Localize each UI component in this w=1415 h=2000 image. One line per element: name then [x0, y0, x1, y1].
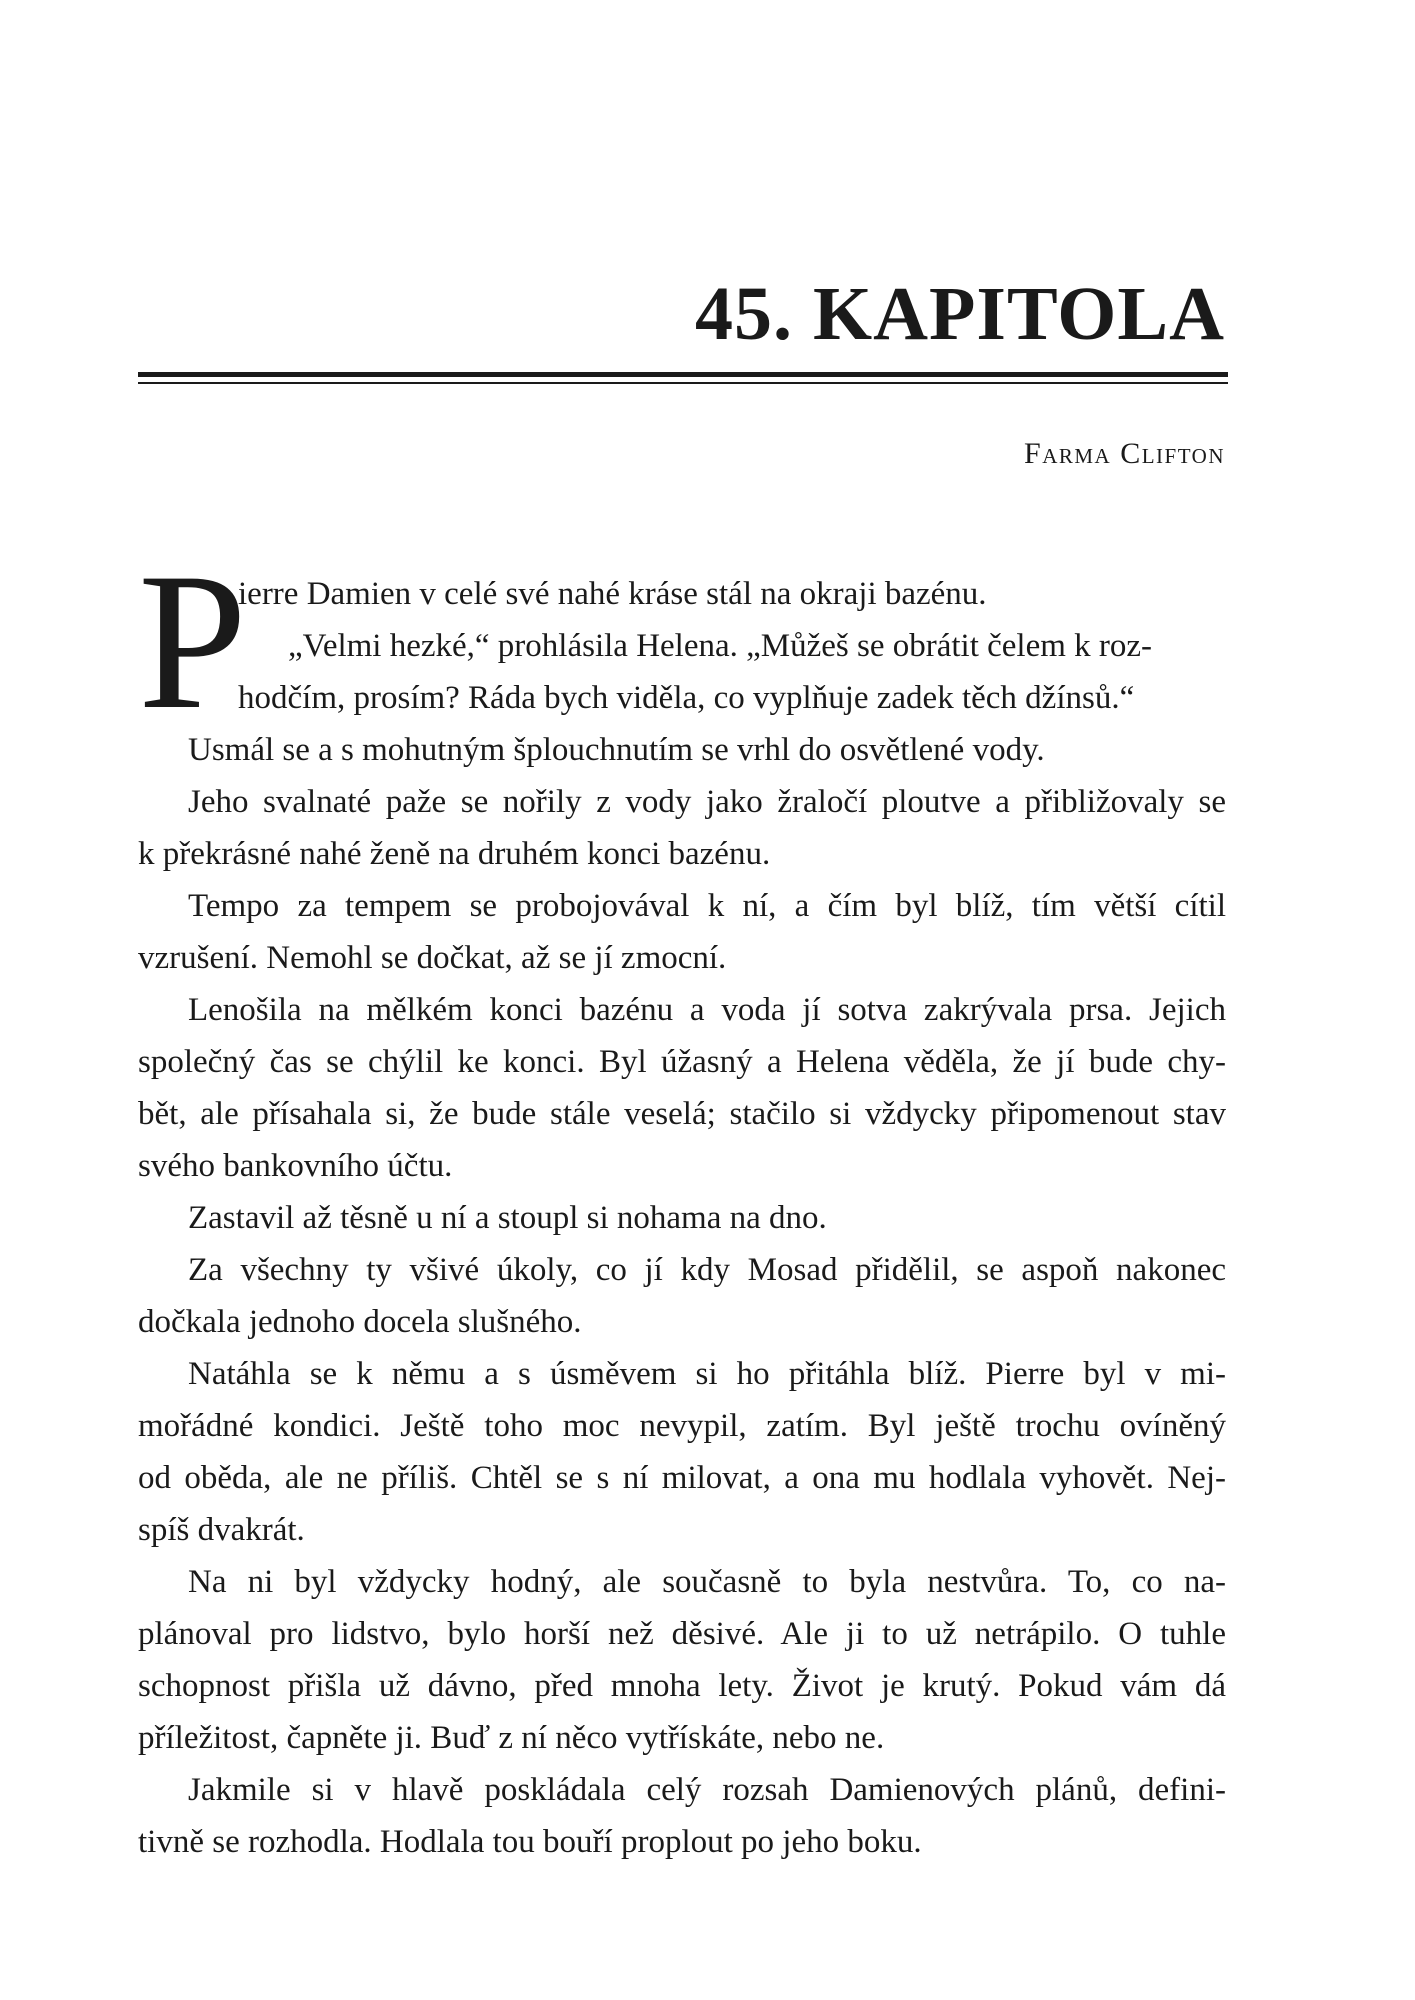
body-line: Tempo za tempem se probojovával k ní, a čím byl blíž, tím větší cítil: [188, 888, 1226, 924]
title-rule-thin: [138, 382, 1228, 384]
body-line: vzrušení. Nemohl se dočkat, až se jí zmocní.: [138, 940, 727, 976]
body-line: příležitost, čapněte ji. Buď z ní něco vytřískáte, nebo ne.: [138, 1720, 885, 1756]
chapter-location: Farma Clifton: [1024, 437, 1225, 470]
body-line: plánoval pro lidstvo, bylo horší než děsivé. Ale ji to už netrápilo. O tuhle: [138, 1616, 1226, 1652]
chapter-title: 45. KAPITOLA: [694, 272, 1225, 356]
body-line: společný čas se chýlil ke konci. Byl úžasný a Helena věděla, že jí bude chy-: [138, 1044, 1226, 1080]
body-line: schopnost přišla už dávno, před mnoha lety. Život je krutý. Pokud vám dá: [138, 1668, 1226, 1704]
body-line: tivně se rozhodla. Hodlala tou bouří proplout po jeho boku.: [138, 1824, 922, 1860]
body-line: Na ni byl vždycky hodný, ale současně to byla nestvůra. To, co na-: [188, 1564, 1226, 1600]
body-line: bět, ale přísahala si, že bude stále veselá; stačilo si vždycky připomenout stav: [138, 1096, 1226, 1132]
title-rule-thick: [138, 372, 1228, 377]
body-line: Usmál se a s mohutným šplouchnutím se vrhl do osvětlené vody.: [188, 732, 1045, 768]
body-line: od oběda, ale ne příliš. Chtěl se s ní milovat, a ona mu hodlala vyhovět. Nej-: [138, 1460, 1226, 1496]
body-line: Za všechny ty všivé úkoly, co jí kdy Mosad přidělil, se aspoň nakonec: [188, 1252, 1226, 1288]
body-line: Zastavil až těsně u ní a stoupl si nohama na dno.: [188, 1200, 827, 1236]
body-line: Jeho svalnaté paže se nořily z vody jako žraločí ploutve a přibližovaly se: [188, 784, 1226, 820]
body-line: Natáhla se k němu a s úsměvem si ho přitáhla blíž. Pierre byl v mi-: [188, 1356, 1226, 1392]
body-line: dočkala jednoho docela slušného.: [138, 1304, 582, 1340]
body-line: „Velmi hezké,“ prohlásila Helena. „Můžeš se obrátit čelem k roz-: [288, 628, 1153, 664]
body-line: svého bankovního účtu.: [138, 1148, 453, 1184]
body-line: Jakmile si v hlavě poskládala celý rozsah Damienových plánů, defini-: [188, 1772, 1226, 1808]
body-line: Lenošila na mělkém konci bazénu a voda jí sotva zakrývala prsa. Jejich: [188, 992, 1226, 1028]
body-line: spíš dvakrát.: [138, 1512, 305, 1548]
chapter-body: [138, 533, 1226, 1868]
body-line: ierre Damien v celé své nahé kráse stál na okraji bazénu.: [238, 576, 987, 612]
body-line: k překrásné nahé ženě na druhém konci bazénu.: [138, 836, 771, 872]
body-line: hodčím, prosím? Ráda bych viděla, co vyplňuje zadek těch džínsů.“: [238, 680, 1135, 716]
body-line: mořádné kondici. Ještě toho moc nevypil, zatím. Byl ještě trochu ovíněný: [138, 1408, 1226, 1444]
drop-cap: P: [138, 533, 248, 750]
